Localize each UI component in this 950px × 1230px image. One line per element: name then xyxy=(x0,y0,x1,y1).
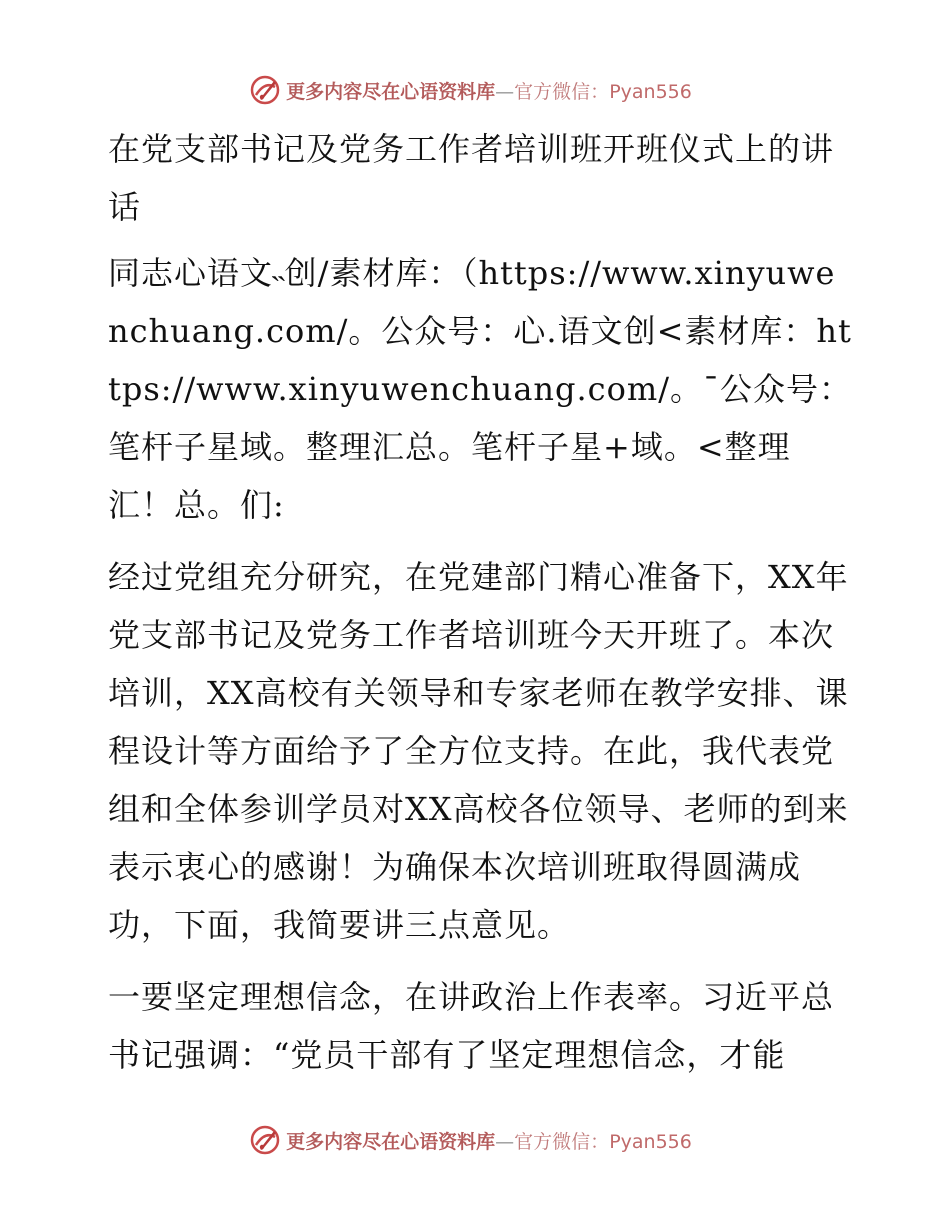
document-title: 在党支部书记及党务工作者培训班开班仪式上的讲话 xyxy=(108,130,835,226)
watermark-header xyxy=(0,70,950,110)
logo-icon xyxy=(248,1123,282,1157)
logo-icon xyxy=(248,73,282,107)
document-body xyxy=(96,120,856,1098)
greeting-paragraph: 同志心语文˵创/素材库：（https://www.xinyuwenchuang.com/。公众号：心.语文创<素材库：https://www.xinyuwenchuang.com/。¯公众号：笔杆子星域。整理汇总。笔杆子星+域。<整理汇！总。们: xyxy=(108,254,852,524)
watermark-text: 更多内容尽在心语资料库—官方微信：Pyan556 xyxy=(286,80,692,103)
watermark-text: 更多内容尽在心语资料库—官方微信：Pyan556 xyxy=(286,1130,692,1153)
body-paragraph-1: 经过党组充分研究，在党建部门精心准备下，XX年党支部书记及党务工作者培训班今天开班了。本次培训，XX高校有关领导和专家老师在教学安排、课程设计等方面给予了全方位支持。在此，我代表党组和全体参训学员对XX高校各位领导、老师的到来表示衷心的感谢！为确保本次培训班取得圆满成功，下面，我简要讲三点意见。 xyxy=(108,558,849,944)
watermark-footer xyxy=(0,1120,950,1160)
body-paragraph-2: 一要坚定理想信念，在讲政治上作表率。习近平总书记强调：“党员干部有了坚定理想信念，才能 xyxy=(108,978,835,1074)
